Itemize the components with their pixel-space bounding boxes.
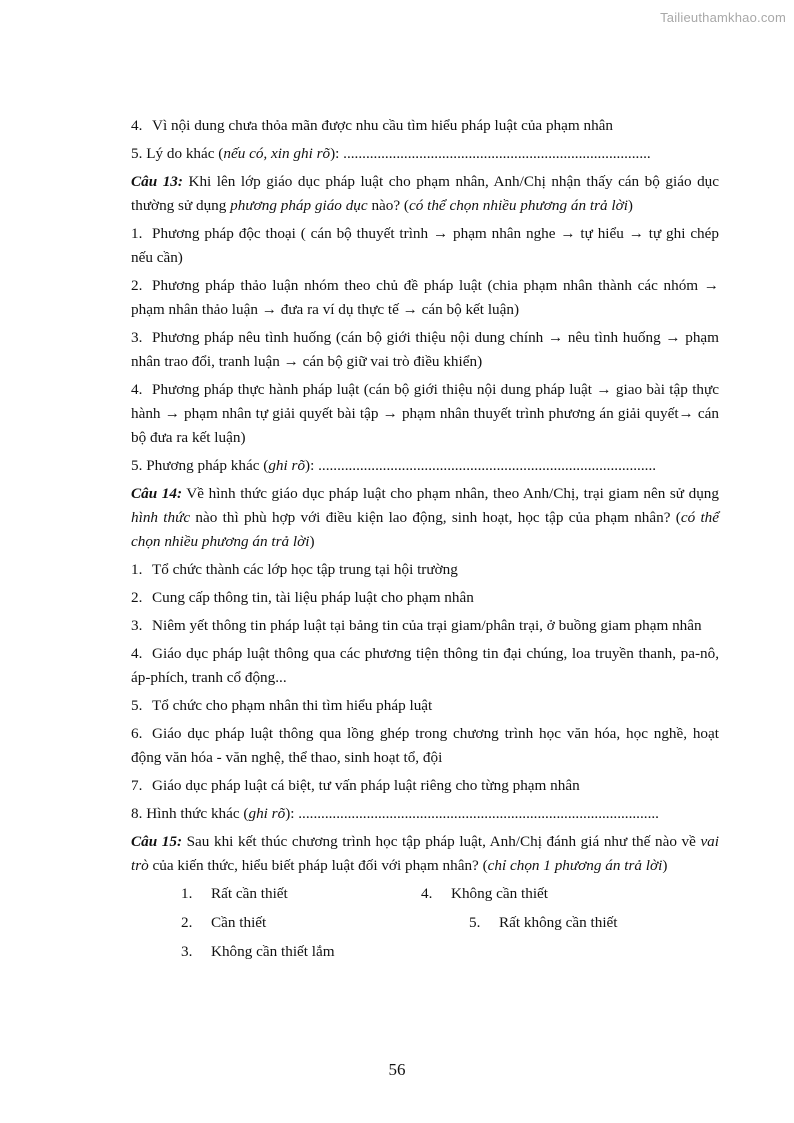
question-hint: có thể chọn nhiều phương án trả lời <box>131 509 720 550</box>
option-number: 2. <box>181 914 193 931</box>
option-hint: ghi rõ <box>268 457 306 474</box>
option-text: Tổ chức cho phạm nhân thi tìm hiểu pháp luật <box>152 697 433 714</box>
option-text: Giáo dục pháp luật cá biệt, tư vấn pháp luật riêng cho từng phạm nhân <box>152 777 580 794</box>
question-emphasis: phương pháp giáo dục <box>230 197 368 214</box>
question-text: ) <box>627 197 633 214</box>
option-number: 5. <box>469 914 481 931</box>
question-label: Câu 14: <box>131 485 182 502</box>
option-hint: nếu có, xin ghi rõ <box>223 145 331 162</box>
option-text: Vì nội dung chưa thỏa mãn được nhu cầu tìm hiểu pháp luật của phạm nhân <box>152 117 614 134</box>
option-hint: ghi rõ <box>248 805 286 822</box>
question-emphasis: vai trò <box>131 833 719 874</box>
option-number: 3. <box>131 329 143 346</box>
question-13 <box>131 170 719 218</box>
option-text: Cần thiết <box>211 914 267 931</box>
q15-option-5 <box>469 911 618 935</box>
question-text: Sau khi kết thúc chương trình học tập pháp luật, Anh/Chị đánh giá như thế nào về <box>182 833 701 850</box>
q14-option-6 <box>131 722 719 770</box>
option-number: 4. <box>131 645 143 662</box>
option-number: 6. <box>131 725 143 742</box>
q15-option-1 <box>181 882 288 906</box>
option-text: Phương pháp độc thoại ( cán bộ thuyết trình → phạm nhân nghe → tự hiểu → tự ghi chép nếu cần) <box>131 225 719 266</box>
option-number: 4. <box>421 885 433 902</box>
option-number: 2. <box>131 277 143 294</box>
q15-option-4 <box>421 882 548 906</box>
option-text: Giáo dục pháp luật thông qua các phương tiện thông tin đại chúng, loa truyền thanh, pa-nô, áp-phích, tranh cổ động... <box>131 645 719 686</box>
option-text: Lý do khác ( <box>146 145 224 162</box>
question-text: Về hình thức giáo dục pháp luật cho phạm nhân, theo Anh/Chị, trại giam nên sử dụng <box>182 485 719 502</box>
option-text: Phương pháp nêu tình huống (cán bộ giới thiệu nội dung chính → nêu tình huống → phạm nhân trao đổi, tranh luận → cán bộ giữ vai trò điều khiển) <box>131 329 719 370</box>
question-text: của kiến thức, hiểu biết pháp luật đối với phạm nhân? ( <box>148 857 488 874</box>
q13-option-4 <box>131 378 719 450</box>
watermark: Tailieuthamkhao.com <box>660 10 786 25</box>
q15-option-3 <box>181 940 335 964</box>
q13-option-2 <box>131 274 719 322</box>
option-number: 1. <box>181 885 193 902</box>
document-body <box>131 114 719 970</box>
q13-option-3 <box>131 326 719 374</box>
option-text: Phương pháp thảo luận nhóm theo chủ đề pháp luật (chia phạm nhân thành các nhóm → phạm nhân thảo luận → đưa ra ví dụ thực tế → cán bộ kết luận) <box>131 277 719 318</box>
q14-option-3 <box>131 614 719 638</box>
q15-option-2 <box>181 911 266 935</box>
q12-option-5-other <box>131 142 719 166</box>
option-number: 3. <box>131 617 143 634</box>
q14-option-4 <box>131 642 719 690</box>
q15-options <box>131 882 719 970</box>
question-label: Câu 15: <box>131 833 183 850</box>
question-text: nào? ( <box>367 197 409 214</box>
q14-option-8-other <box>131 802 719 826</box>
page-number: 56 <box>388 1060 406 1079</box>
option-text: Niêm yết thông tin pháp luật tại bảng tin của trại giam/phân trại, ở buồng giam phạm nhân <box>152 617 702 634</box>
q14-option-1 <box>131 558 719 582</box>
option-number: 7. <box>131 777 143 794</box>
option-text: Cung cấp thông tin, tài liệu pháp luật cho phạm nhân <box>152 589 474 606</box>
question-15 <box>131 830 719 878</box>
question-emphasis: hình thức <box>131 509 191 526</box>
answer-blank: ): ................................................................................. <box>330 145 651 162</box>
q14-option-5 <box>131 694 719 718</box>
option-number: 2. <box>131 589 143 606</box>
q13-option-1 <box>131 222 719 270</box>
option-text: Rất không cần thiết <box>499 914 618 931</box>
option-number: 5. <box>131 145 143 162</box>
q13-option-5-other <box>131 454 719 478</box>
question-14 <box>131 482 719 554</box>
question-text: ) <box>662 857 668 874</box>
q12-option-4 <box>131 114 719 138</box>
question-text: ) <box>309 533 315 550</box>
option-text: 5. Phương pháp khác ( <box>131 457 269 474</box>
option-text: Giáo dục pháp luật thông qua lồng ghép trong chương trình học văn hóa, học nghề, hoạt động văn hóa - văn nghệ, thể thao, sinh hoạt tổ, đội <box>131 725 719 766</box>
option-text: Không cần thiết <box>451 885 549 902</box>
answer-blank: ): ......................................................................................... <box>305 457 657 474</box>
option-number: 3. <box>181 943 193 960</box>
question-text: nào thì phù hợp với điều kiện lao động, sinh hoạt, học tập của phạm nhân? ( <box>190 509 681 526</box>
option-text: Phương pháp thực hành pháp luật (cán bộ giới thiệu nội dung pháp luật → giao bài tập thực hành → phạm nhân tự giải quyết bài tập → phạm nhân thuyết trình phương án giải quyết→ cán bộ đưa ra kết luận) <box>131 381 719 446</box>
option-text: Tổ chức thành các lớp học tập trung tại hội trường <box>152 561 458 578</box>
answer-blank: ): ............................................................................................... <box>285 805 659 822</box>
option-number: 1. <box>131 561 143 578</box>
option-number: 4. <box>131 381 143 398</box>
question-text: Khi lên lớp giáo dục pháp luật cho phạm nhân, Anh/Chị nhận thấy cán bộ giáo dục thường sử dụng <box>131 173 720 214</box>
question-label: Câu 13: <box>131 173 183 190</box>
question-hint: chỉ chọn 1 phương án trả lời <box>487 857 663 874</box>
option-text: Rất cần thiết <box>211 885 288 902</box>
question-hint: có thể chọn nhiều phương án trả lời <box>408 197 628 214</box>
option-number: 1. <box>131 225 143 242</box>
q14-option-2 <box>131 586 719 610</box>
option-text: 8. Hình thức khác ( <box>131 805 249 822</box>
q14-option-7 <box>131 774 719 798</box>
option-text: Không cần thiết lắm <box>211 943 335 960</box>
option-number: 5. <box>131 697 143 714</box>
option-number: 4. <box>131 117 143 134</box>
